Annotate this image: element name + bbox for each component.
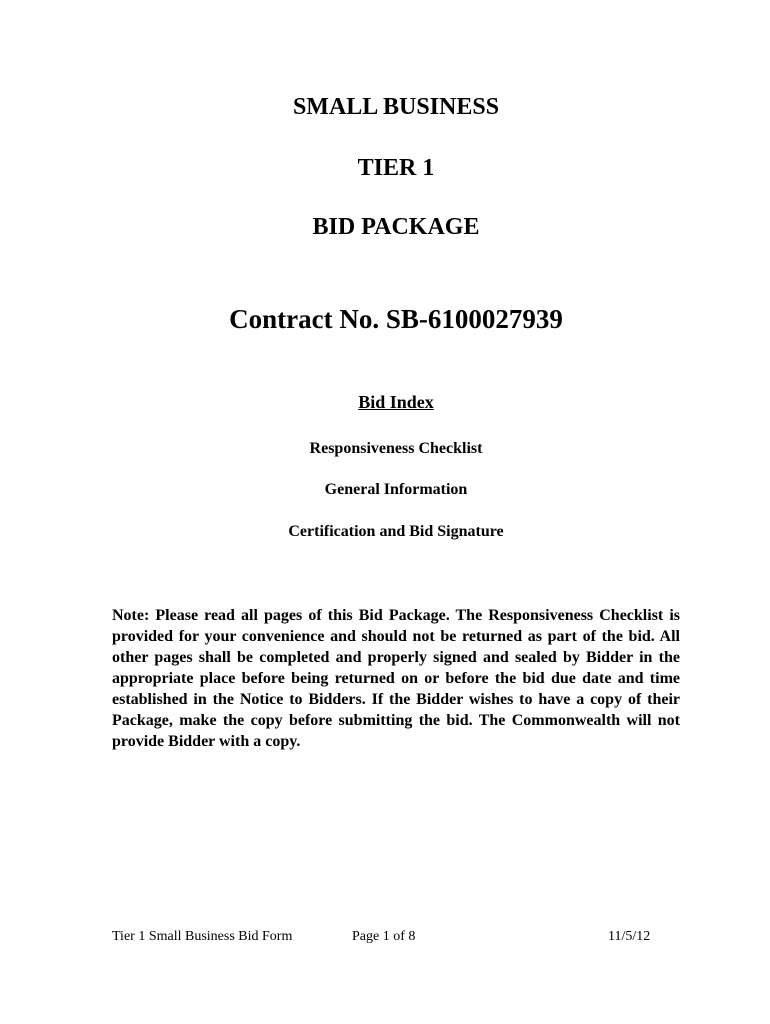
- bid-index-heading: Bid Index: [358, 392, 434, 412]
- footer-form-name: Tier 1 Small Business Bid Form: [112, 929, 293, 944]
- bid-index-item: Certification and Bid Signature: [288, 523, 504, 540]
- note-paragraph: Note: Please read all pages of this Bid Package. The Responsiveness Checklist is provided for your convenience and should not be returned as part of the bid. All other pages shall be completed and properly signed and sealed by Bidder in the appropriate place before being returned on or before the bid due date and time established in the Notice to Bidders. If the Bidder wishes to have a copy of their Package, make the copy before submitting the bid. The Commonwealth will not provide Bidder with a copy.: [112, 607, 680, 750]
- title-line-bid-package: BID PACKAGE: [312, 214, 480, 240]
- footer-page-number: Page 1 of 8: [352, 929, 416, 944]
- title-line-small-business: SMALL BUSINESS: [292, 94, 500, 120]
- footer-date: 11/5/12: [608, 929, 651, 944]
- title-line-tier: TIER 1: [357, 155, 435, 181]
- bid-index-item: General Information: [324, 481, 468, 498]
- bid-index-item: Responsiveness Checklist: [309, 440, 483, 457]
- contract-number: Contract No. SB-6100027939: [229, 304, 563, 334]
